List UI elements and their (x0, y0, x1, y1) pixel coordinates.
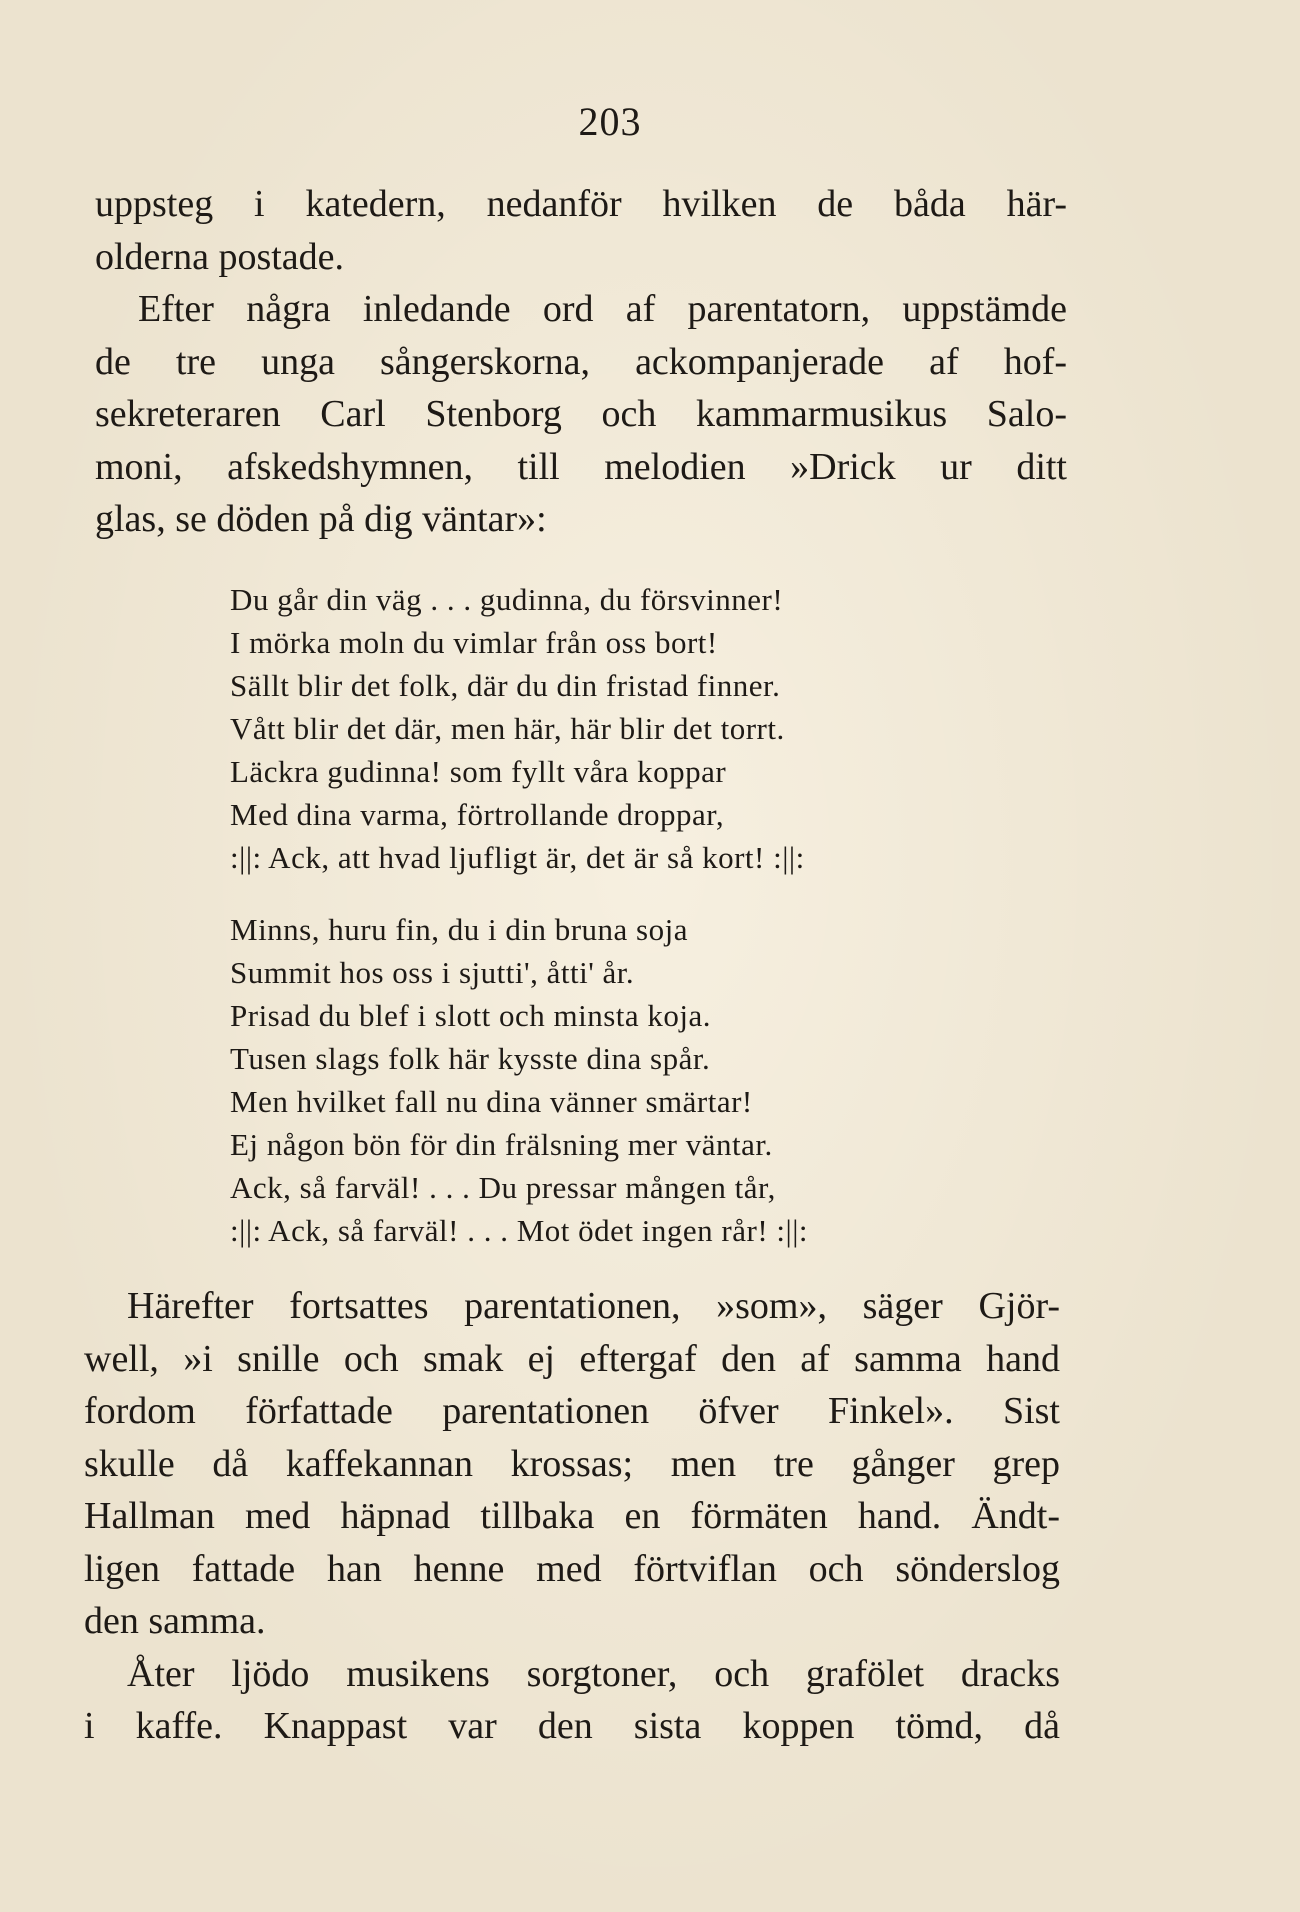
verse-line: :||: Ack, att hvad ljufligt är, det är så kort! :||: (230, 840, 805, 875)
verse-line: Läckra gudinna! som fyllt våra koppar (230, 754, 727, 789)
text-line: well, »i snille och smak ej eftergaf den af samma hand (84, 1337, 1060, 1380)
verse-line: I mörka moln du vimlar från oss bort! (230, 625, 718, 660)
text-line: skulle då kaffekannan krossas; men tre gånger grep (84, 1442, 1060, 1485)
text-line: sekreteraren Carl Stenborg och kammarmusikus Salo- (95, 393, 1067, 435)
text-line: ligen fattade han henne med förtviflan och sönderslog (84, 1547, 1060, 1590)
verse-line: Du går din väg . . . gudinna, du försvinner! (230, 582, 784, 617)
text-line: olderna postade. (95, 235, 345, 278)
hymn-stanza-2 (230, 908, 808, 1252)
hymn-stanza-1 (230, 578, 805, 879)
verse-line: Med dina varma, förtrollande droppar, (230, 797, 725, 832)
text-line: den samma. (84, 1600, 266, 1642)
verse-line: Men hvilket fall nu dina vänner smärtar! (230, 1084, 753, 1119)
verse-line: Ej någon bön för din frälsning mer väntar. (230, 1127, 773, 1162)
verse-line: :||: Ack, så farväl! . . . Mot ödet ingen rår! :||: (230, 1213, 809, 1248)
verse-line: Tusen slags folk här kysste dina spår. (230, 1041, 711, 1076)
text-line: uppsteg i katedern, nedanför hvilken de båda här- (95, 183, 1067, 225)
text-line: de tre unga sångerskorna, ackompanjerade af hof- (95, 340, 1067, 383)
verse-line: Sällt blir det folk, där du din fristad finner. (230, 668, 781, 703)
text-line: moni, afskedshymnen, till melodien »Drick ur ditt (95, 445, 1067, 488)
verse-line: Summit hos oss i sjutti', åtti' år. (230, 955, 635, 990)
page-number: 203 (578, 99, 642, 144)
text-line: fordom författade parentationen öfver Finkel». Sist (84, 1390, 1060, 1432)
verse-line: Prisad du blef i slott och minsta koja. (230, 998, 712, 1033)
verse-line: Minns, huru fin, du i din bruna soja (230, 912, 688, 947)
text-line: i kaffe. Knappast var den sista koppen tömd, då (84, 1705, 1060, 1747)
text-line: Åter ljödo musikens sorgtoner, och grafölet dracks (127, 1652, 1060, 1695)
intro-paragraphs (95, 178, 1067, 546)
text-line: Hallman med häpnad tillbaka en förmäten hand. Ändt- (84, 1495, 1060, 1537)
text-line: Härefter fortsattes parentationen, »som», säger Gjör- (127, 1285, 1060, 1327)
closing-paragraphs (84, 1280, 1060, 1753)
verse-line: Vått blir det där, men här, här blir det torrt. (230, 711, 785, 746)
text-line: glas, se döden på dig väntar»: (95, 498, 547, 540)
verse-line: Ack, så farväl! . . . Du pressar mången tår, (230, 1170, 776, 1205)
text-line: Efter några inledande ord af parentatorn, uppstämde (138, 288, 1067, 330)
